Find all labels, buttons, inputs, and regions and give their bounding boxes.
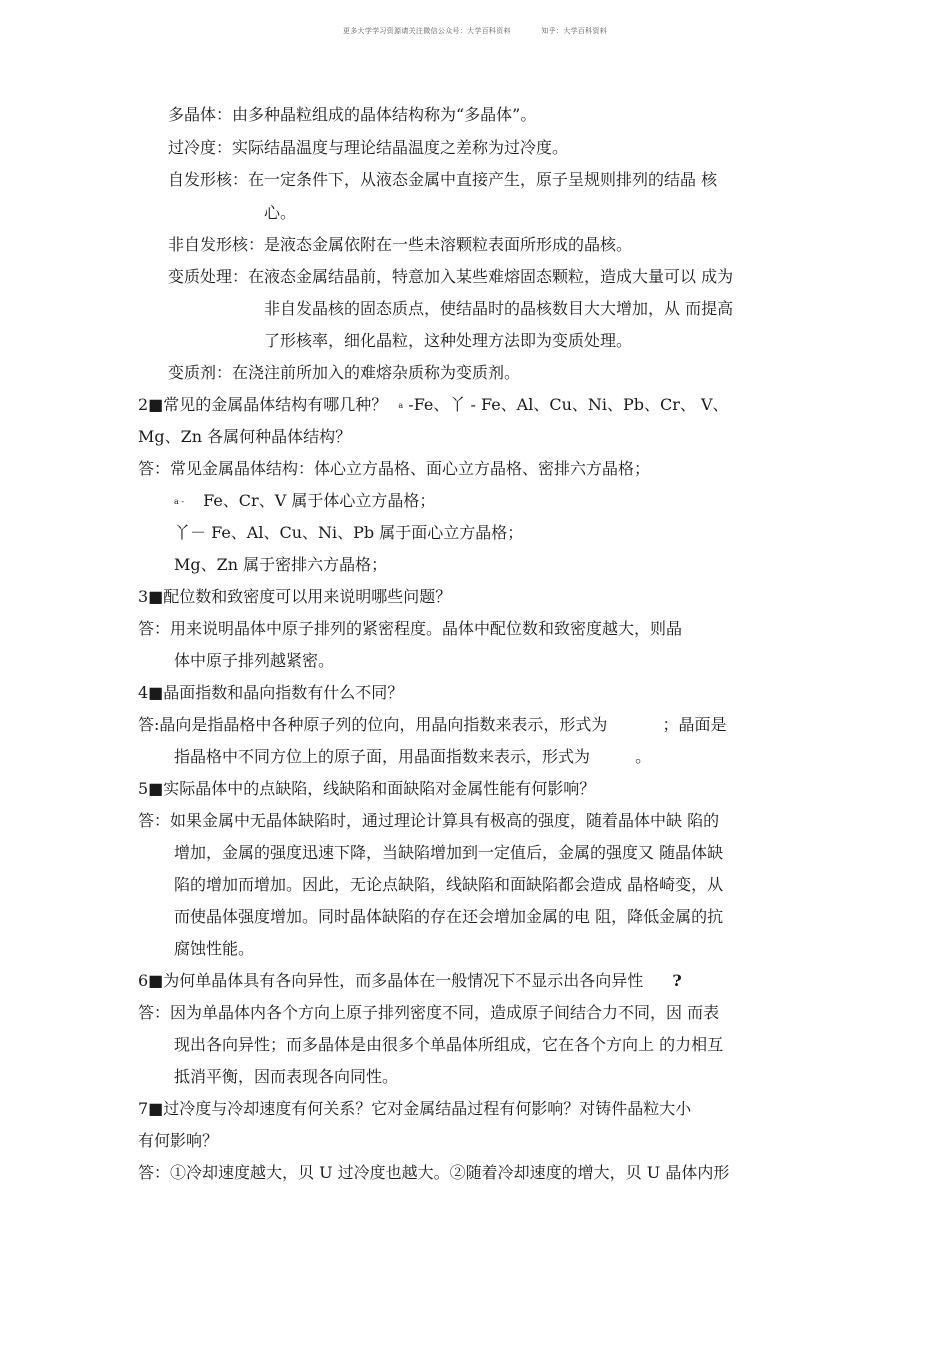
answer-4-line2-text: 指晶格中不同方位上的原子面，用晶面指数来表示，形式为 (174, 747, 591, 766)
answer-4-line1-text: 答:晶向是指晶格中各种原子列的位向，用晶向指数来表示，形式为 (138, 715, 608, 734)
header-wechat-note: 更多大学学习资源请关注微信公众号：大学百科资料 (342, 27, 511, 35)
question-5: 5■实际晶体中的点缺陷，线缺陷和面缺陷对金属性能有何影响？ (138, 779, 596, 798)
answer-2-alpha: a - (174, 497, 185, 506)
question-2-cont: Mg、Zn 各属何种晶体结构？ (138, 427, 352, 446)
question-6 (138, 971, 682, 991)
definition-modification-treatment-cont2: 了形核率，细化晶粒，这种处理方法即为变质处理。 (264, 331, 633, 350)
definition-undercooling: 过冷度：实际结晶温度与理论结晶温度之差称为过冷度。 (168, 138, 569, 157)
definition-spontaneous-nucleation-cont: 心。 (264, 203, 297, 222)
answer-6-line1: 答：因为单晶体内各个方向上原子排列密度不同，造成原子间结合力不同，因 而表 (138, 1003, 720, 1022)
definition-heterogeneous-nucleation: 非自发形核：是液态金属依附在一些未溶颗粒表面所形成的晶核。 (168, 235, 633, 254)
answer-2-line1: 答：常见金属晶体结构：体心立方晶格、面心立方晶格、密排六方晶格； (138, 459, 651, 478)
answer-5-line2: 增加，金属的强度迅速下降，当缺陷增加到一定值后，金属的强度又 随晶体缺 (174, 843, 724, 862)
answer-2-hcp: Mg、Zn 属于密排六方晶格； (174, 555, 388, 574)
question-7: 7■过冷度与冷却速度有何关系？它对金属结晶过程有何影响？对铸件晶粒大小 (138, 1099, 692, 1118)
answer-2-fcc: 丫－ Fe、Al、Cu、Ni、Pb 属于面心立方晶格； (174, 523, 524, 542)
answer-6-line3: 抵消平衡，因而表现各向同性。 (174, 1067, 399, 1086)
header-zhihu-note: 知乎：大学百科资料 (541, 27, 608, 35)
definition-modifier: 变质剂：在浇注前所加入的难熔杂质称为变质剂。 (168, 363, 521, 382)
question-6-text: 6■为何单晶体具有各向异性，而多晶体在一般情况下不显示出各向异性 (138, 971, 644, 990)
question-2 (138, 395, 729, 416)
answer-5-line1: 答：如果金属中无晶体缺陷时，通过理论计算具有极高的强度，随着晶体中缺 陷的 (138, 811, 720, 830)
answer-4-line2 (174, 747, 651, 767)
answer-4-line1 (138, 715, 727, 735)
answer-4-line2-end: 。 (635, 747, 652, 766)
definition-modification-treatment-cont1: 非自发晶核的固态质点，使结晶时的晶核数目大大增加，从 而提高 (264, 299, 734, 318)
answer-3-line2: 体中原子排列越紧密。 (174, 651, 335, 670)
answer-7-line1: 答：①冷却速度越大，贝 U 过冷度也越大。②随着冷却速度的增大，贝 U 晶体内形 (138, 1163, 730, 1182)
definition-modification-treatment: 变质处理：在液态金属结晶前，特意加入某些难熔固态颗粒，造成大量可以 成为 (168, 267, 734, 286)
question-4: 4■晶面指数和晶向指数有什么不同？ (138, 683, 404, 702)
answer-5-line3: 陷的增加而增加。因此，无论点缺陷，线缺陷和面缺陷都会造成 晶格崎变，从 (174, 875, 724, 894)
definition-polycrystal: 多晶体：由多种晶粒组成的晶体结构称为“多晶体”。 (168, 105, 537, 124)
question-6-mark: ? (672, 971, 682, 990)
answer-2-bcc: Fe、Cr、V 属于体心立方晶格； (203, 491, 436, 510)
page-header (0, 26, 950, 36)
answer-4-line1-end: ；晶面是 (662, 715, 727, 734)
answer-3-line1: 答：用来说明晶体中原子排列的紧密程度。晶体中配位数和致密度越大，则晶 (138, 619, 683, 638)
answer-5-line4: 而使晶体强度增加。同时晶体缺陷的存在还会增加金属的电 阻，降低金属的抗 (174, 907, 724, 926)
definition-spontaneous-nucleation: 自发形核：在一定条件下，从液态金属中直接产生，原子呈规则排列的结晶 核 (168, 170, 718, 189)
answer-6-line2: 现出各向异性；而多晶体是由很多个单晶体所组成，它在各个方向上 的力相互 (174, 1035, 724, 1054)
question-7-cont: 有何影响？ (138, 1131, 219, 1150)
question-2-elements: -Fe、丫 - Fe、Al、Cu、Ni、Pb、Cr、 V、 (408, 395, 729, 414)
question-3: 3■配位数和致密度可以用来说明哪些问题？ (138, 587, 452, 606)
answer-2-line2 (174, 491, 435, 512)
question-2-alpha: a (398, 401, 404, 410)
answer-5-line5: 腐蚀性能。 (174, 939, 255, 958)
question-2-text: 2■常见的金属晶体结构有哪几种？ (138, 395, 388, 414)
